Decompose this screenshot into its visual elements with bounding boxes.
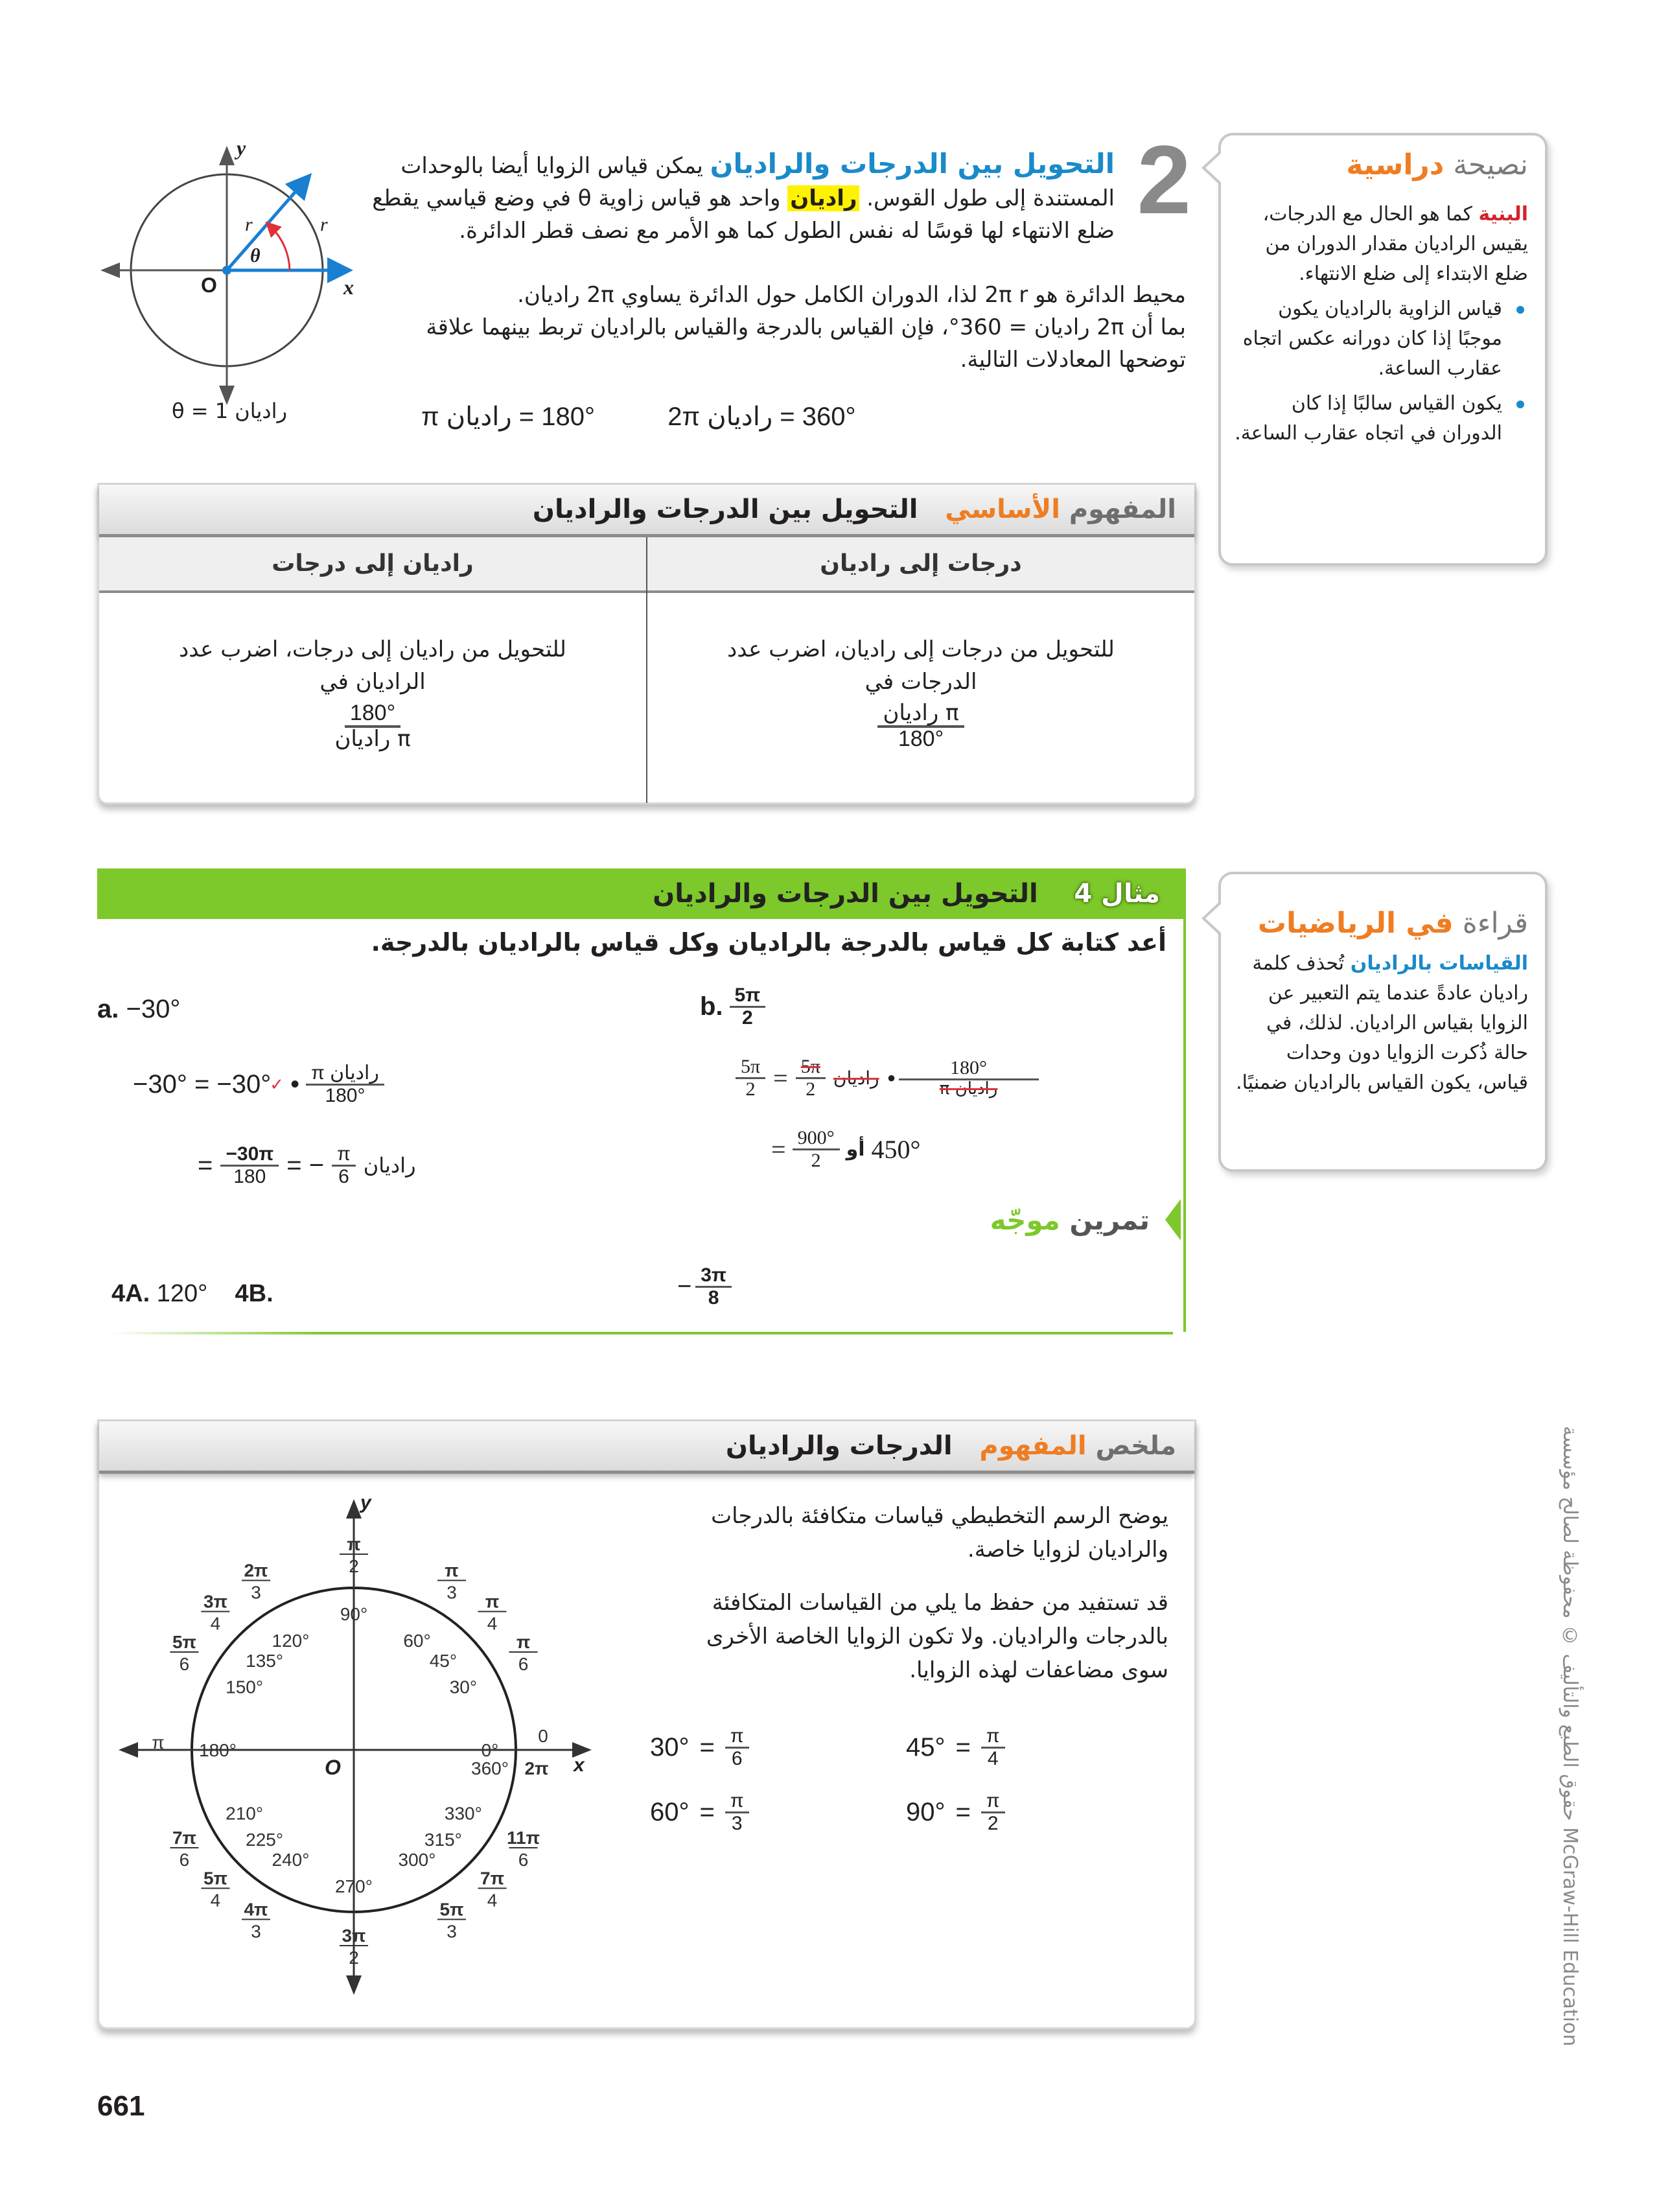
fraction-denominator: 180 — [233, 1165, 266, 1187]
step-fraction — [306, 1063, 384, 1106]
eq-deg: 60° — [650, 1797, 690, 1826]
copyright-credit: حقوق الطبع والتأليف © محفوظة لصالح مؤسسة McGraw-Hill Education — [1559, 1426, 1581, 2047]
fraction-denominator: 2 — [742, 1007, 753, 1029]
step-fraction — [736, 1056, 765, 1099]
reading-title — [1221, 907, 1528, 940]
unit-circle-diagram — [112, 1486, 624, 1998]
exercise-label: 4B. — [235, 1280, 273, 1307]
svg-text:30°: 30° — [449, 1677, 478, 1697]
label-orange: المفهوم — [979, 1431, 1087, 1461]
fraction-denominator: π راديان — [334, 725, 411, 752]
fraction-denominator: 3 — [731, 1812, 743, 1834]
key-concept-header — [99, 485, 1194, 537]
fraction-denominator: 2 — [987, 1812, 999, 1834]
fraction-numerator: π — [981, 1726, 1005, 1749]
fraction-numerator: 3π — [695, 1265, 732, 1288]
part-b-step1: $\frac{5\pi}{2}$ = $\frac{5\pi}{2}$ راديان • $\frac{180^\circ}{\text{π راديان}}$ — [736, 1056, 1034, 1099]
part-a-given — [97, 995, 180, 1024]
svg-text:3π: 3π — [342, 1926, 366, 1946]
fraction-numerator: π — [981, 1791, 1005, 1813]
guided-practice-arrow — [1165, 1199, 1181, 1240]
svg-text:225°: 225° — [246, 1829, 284, 1850]
svg-text:3: 3 — [447, 1921, 457, 1942]
unit-label: راديان — [363, 1154, 416, 1177]
exercise-4a[interactable] — [111, 1280, 273, 1308]
summary-title: الدرجات والراديان — [725, 1431, 953, 1461]
fraction-numerator: 900° — [793, 1128, 840, 1150]
fraction-denominator: 6 — [731, 1747, 743, 1769]
svg-text:3: 3 — [251, 1921, 261, 1942]
title-orange: في الرياضيات — [1257, 907, 1454, 940]
svg-text:2: 2 — [349, 1948, 359, 1968]
exercise-fraction — [695, 1265, 732, 1308]
cancel-mark: ✓ — [270, 1074, 284, 1094]
fraction-numerator: π راديان — [306, 1063, 384, 1086]
example-title: التحويل بين الدرجات والراديان — [653, 879, 1038, 909]
svg-text:O: O — [325, 1756, 341, 1779]
radian-diagram-svg — [97, 136, 369, 434]
equation-60: 60° = $\frac{\pi}{3}$ — [650, 1791, 749, 1834]
part-b-label: b. — [700, 992, 723, 1021]
summary-header — [99, 1421, 1194, 1474]
svg-text:135°: 135° — [246, 1651, 284, 1671]
reading-text: تُحذف كلمة راديان عادةً عندما يتم التعبير عن الزوايا بقياس الراديان. لذلك، في حالة ذُكرت الزوايا دون وحدات قياس، يكون القياس بالراديان ضمنيًا. — [1236, 952, 1528, 1094]
svg-text:2: 2 — [349, 1556, 359, 1576]
part-a-step2: = $\frac{-30\pi}{180}$ = − $\frac{\pi}{6}$ راديان — [198, 1143, 416, 1187]
step-fraction — [793, 1128, 840, 1170]
svg-text:π: π — [445, 1560, 459, 1581]
y-axis-label: y — [237, 136, 246, 159]
svg-text:270°: 270° — [335, 1876, 373, 1896]
multiply-dot: • — [290, 1069, 300, 1099]
fraction-denominator: 2 — [745, 1078, 756, 1100]
exercise-4b-value[interactable] — [677, 1265, 732, 1308]
summary-text — [702, 1499, 1168, 1687]
exercise-label: 4A. — [111, 1280, 150, 1307]
multiply-dot: • — [887, 1063, 896, 1093]
fraction-numerator: π — [725, 1726, 749, 1749]
column-header: درجات إلى راديان — [647, 537, 1194, 593]
fraction-numerator: π — [725, 1791, 749, 1813]
svg-text:0: 0 — [538, 1726, 548, 1746]
svg-text:2π: 2π — [244, 1560, 268, 1581]
fraction-numerator: π — [332, 1144, 356, 1167]
svg-text:11π: 11π — [507, 1828, 540, 1848]
title-orange: دراسية — [1346, 148, 1444, 181]
step-fraction — [796, 1056, 826, 1099]
sidebar-pointer — [1201, 900, 1221, 937]
eq-deg: 90° — [906, 1797, 946, 1826]
step-operator: = − — [286, 1150, 325, 1180]
guided-practice-label — [990, 1204, 1150, 1236]
svg-text:210°: 210° — [226, 1803, 264, 1824]
section-intro-text — [369, 148, 1115, 247]
svg-text:3π: 3π — [203, 1591, 227, 1612]
svg-text:6: 6 — [518, 1850, 529, 1870]
svg-text:4: 4 — [210, 1613, 221, 1634]
cancelled-unit: راديان — [833, 1067, 879, 1089]
svg-text:2π: 2π — [524, 1758, 549, 1778]
svg-text:6: 6 — [179, 1850, 190, 1870]
svg-text:7π: 7π — [172, 1828, 196, 1848]
svg-text:300°: 300° — [398, 1849, 436, 1870]
concept-summary-box — [97, 1419, 1196, 2029]
column-degrees-to-radians — [647, 537, 1194, 803]
term-structure: البنية — [1478, 203, 1528, 226]
svg-text:5π: 5π — [203, 1868, 227, 1889]
x-axis-label: x — [343, 275, 354, 299]
arc-label: r — [320, 214, 328, 235]
highlight-term-radian: راديان — [787, 185, 859, 211]
fraction-numerator: 5π — [736, 1056, 765, 1079]
study-tip-sidebar — [1218, 133, 1548, 566]
bullet-item: قياس الزاوية بالراديان يكون موجبًا إذا كان دورانه عكس اتجاه عقارب الساعة. — [1234, 294, 1528, 384]
fraction-denominator: 180° — [898, 726, 944, 751]
step-expression: −30° = −30° — [133, 1069, 272, 1099]
reading-body — [1234, 949, 1528, 1098]
radian-definition-diagram — [97, 136, 369, 434]
svg-text:π: π — [485, 1591, 500, 1612]
svg-text:π: π — [152, 1732, 165, 1752]
guided-label-green: موجّه — [990, 1204, 1060, 1236]
column-body — [99, 593, 646, 751]
svg-text:60°: 60° — [403, 1631, 431, 1651]
term-radian-measures: القياسات بالراديان — [1350, 952, 1528, 975]
equation-30: 30° = $\frac{\pi}{6}$ — [650, 1726, 749, 1769]
summary-para1: يوضح الرسم التخطيطي قياسات متكافئة بالدرجات والراديان لزوايا خاصة. — [711, 1503, 1168, 1563]
fraction-denominator: 180° — [325, 1084, 365, 1106]
page-number: 661 — [97, 2090, 145, 2122]
equation-90: 90° = $\frac{\pi}{2}$ — [906, 1791, 1005, 1834]
equation-360: 360° = راديان 2π — [667, 402, 856, 431]
column-body — [647, 593, 1194, 751]
fraction-denominator: π راديان — [939, 1078, 998, 1099]
radius-label: r — [245, 214, 253, 235]
fraction-numerator: 5π — [730, 985, 766, 1008]
part-b-step2: = $\frac{900^\circ}{2}$ أو 450° — [771, 1127, 921, 1171]
result-fraction — [332, 1144, 356, 1187]
fraction-denominator: 6 — [338, 1165, 349, 1187]
circumference-paragraph — [376, 279, 1186, 376]
intro-part1: يمكن قياس الزوايا أيضا بالوحدات المستندة إلى طول القوس. — [400, 153, 1115, 211]
para2-line1: محيط الدائرة هو 2π r لذا، الدوران الكامل حول الدائرة يساوي 2π راديان. — [517, 282, 1186, 308]
svg-text:7π: 7π — [480, 1868, 505, 1889]
svg-text:240°: 240° — [272, 1849, 310, 1870]
exercise-value: 120° — [156, 1280, 208, 1307]
svg-text:x: x — [574, 1754, 585, 1776]
fraction-numerator: −30π — [220, 1144, 279, 1167]
example-number: 4 — [1074, 879, 1093, 909]
svg-text:4π: 4π — [244, 1899, 268, 1920]
study-tip-title — [1221, 148, 1528, 181]
minus-sign: − — [677, 1272, 692, 1300]
svg-text:4: 4 — [210, 1890, 221, 1911]
svg-text:5π: 5π — [439, 1899, 464, 1920]
study-tip-text: كما هو الحال مع الدرجات، يقيس الراديان مقدار الدوران من ضلع الابتداء إلى ضلع الانتهاء. — [1262, 203, 1528, 285]
svg-text:3: 3 — [251, 1582, 261, 1603]
svg-text:45°: 45° — [429, 1651, 458, 1671]
reading-in-math-sidebar — [1218, 872, 1548, 1172]
svg-text:150°: 150° — [226, 1677, 264, 1697]
step-fraction — [904, 1058, 1034, 1098]
key-concept-title: التحويل بين الدرجات والراديان — [532, 495, 918, 524]
svg-text:180°: 180° — [199, 1740, 237, 1760]
svg-text:6: 6 — [179, 1654, 190, 1674]
column-text: للتحويل من درجات إلى راديان، اضرب عدد الدرجات في — [727, 636, 1115, 695]
para2-line2: بما أن 2π راديان = 360°، فإن القياس بالدرجة والقياس بالراديان تربط بينهما علاقة توضحها المعادلات التالية. — [426, 314, 1186, 373]
fraction-numerator: 180° — [345, 702, 400, 728]
eq-deg: 45° — [906, 1732, 946, 1762]
svg-text:4: 4 — [487, 1613, 498, 1634]
svg-text:6: 6 — [518, 1654, 529, 1674]
svg-text:3: 3 — [447, 1582, 457, 1603]
column-text: للتحويل من راديان إلى درجات، اضرب عدد الراديان في — [179, 636, 566, 695]
svg-text:330°: 330° — [444, 1803, 482, 1824]
svg-text:5π: 5π — [172, 1632, 196, 1652]
summary-para2: قد تستفيد من حفظ ما يلي من القياسات المتكافئة بالدرجات والراديان. ولا تكون الزوايا الخاصة الأخرى سوى مضاعفات لهذه الزوايا. — [706, 1590, 1168, 1683]
unit-circle-svg — [112, 1486, 624, 1998]
sidebar-pointer — [1201, 150, 1221, 186]
guided-label: تمرين — [1069, 1204, 1150, 1236]
label-gray: ملخص — [1095, 1431, 1176, 1461]
example-header — [97, 868, 1186, 919]
eq-deg: 30° — [650, 1732, 690, 1762]
study-tip-body — [1234, 200, 1528, 448]
example-4 — [97, 868, 1192, 1345]
fraction-denominator: 2 — [806, 1078, 816, 1100]
svg-text:π: π — [516, 1632, 531, 1652]
svg-text:90°: 90° — [340, 1604, 368, 1624]
part-a-step1 — [133, 1063, 384, 1106]
fraction-denominator: 8 — [708, 1286, 719, 1309]
svg-text:120°: 120° — [272, 1631, 310, 1651]
column-header: راديان إلى درجات — [99, 537, 646, 593]
equation-45: 45° = $\frac{\pi}{4}$ — [906, 1726, 1005, 1769]
example-border — [1183, 868, 1186, 1332]
svg-text:4: 4 — [487, 1890, 498, 1911]
part-a-value: −30° — [126, 995, 181, 1023]
equation-180: 180° = راديان π — [421, 402, 595, 431]
step-fraction — [220, 1144, 279, 1187]
svg-text:0°: 0° — [481, 1740, 499, 1760]
svg-text:y: y — [360, 1492, 371, 1513]
fraction-numerator: π راديان — [877, 702, 964, 728]
example-border — [110, 1332, 1173, 1334]
fraction-numerator: 180° — [899, 1058, 1039, 1080]
fraction-denominator: 2 — [811, 1149, 821, 1171]
label-gray: المفهوم — [1069, 495, 1176, 524]
fraction-denominator: 4 — [987, 1747, 999, 1769]
result-value: 450° — [871, 1134, 921, 1164]
section-2-intro — [372, 125, 1191, 454]
given-fraction — [730, 985, 766, 1028]
part-b-given — [700, 985, 765, 1028]
conversion-fraction — [329, 702, 415, 751]
section-number: 2 — [1137, 125, 1191, 234]
origin-label: O — [201, 274, 217, 297]
example-instruction: أعد كتابة كل قياس بالدرجة بالراديان وكل قياس بالراديان بالدرجة. — [371, 928, 1166, 957]
svg-text:360°: 360° — [471, 1758, 509, 1778]
title-gray: قراءة — [1462, 907, 1528, 940]
key-concept-box — [97, 483, 1196, 804]
section-title: التحويل بين الدرجات والراديان — [710, 148, 1115, 180]
or-word: أو — [846, 1137, 865, 1161]
part-a-label: a. — [97, 995, 119, 1023]
fraction-numerator: 5π — [796, 1056, 826, 1079]
diagram-caption: θ = 1 راديان — [172, 399, 288, 423]
svg-text:315°: 315° — [424, 1829, 462, 1850]
theta-label: θ — [250, 245, 261, 266]
column-radians-to-degrees — [99, 537, 647, 803]
example-label: مثال — [1101, 879, 1160, 909]
svg-text:π: π — [347, 1534, 361, 1554]
key-equations — [421, 402, 855, 432]
conversion-fraction — [877, 702, 964, 751]
title-gray: نصيحة — [1453, 148, 1528, 181]
intro-part2: واحد هو قياس زاوية θ في وضع قياسي يقطع ضلع الانتهاء لها قوسًا له نفس الطول كما هو الأمر مع نصف قطر الدائرة. — [372, 185, 1115, 244]
label-orange: الأساسي — [945, 495, 1060, 524]
bullet-item: يكون القياس سالبًا إذا كان الدوران في اتجاه عقارب الساعة. — [1234, 389, 1528, 448]
